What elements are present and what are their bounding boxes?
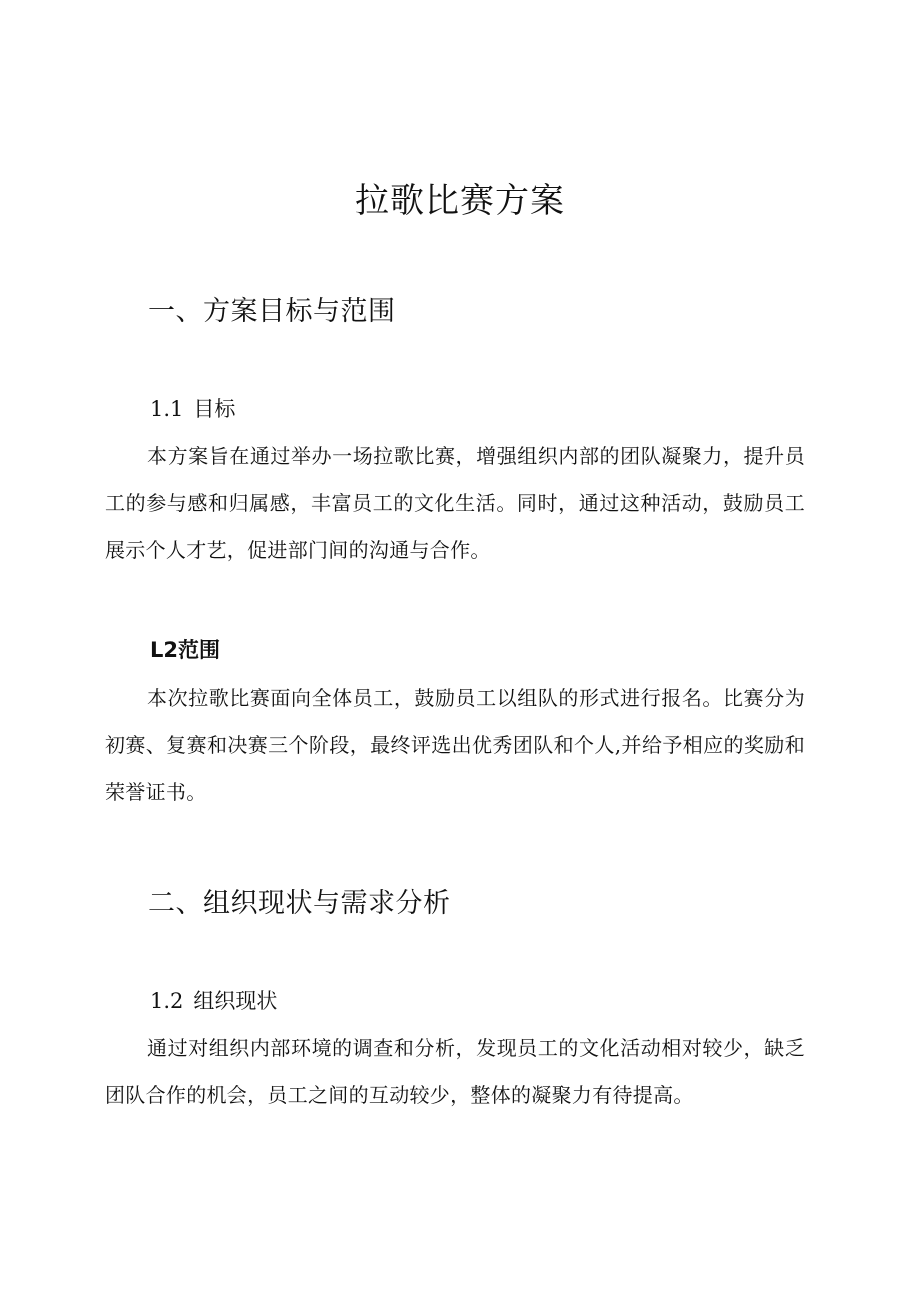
subsection-heading-goal xyxy=(150,394,235,424)
subsection-number: 1.1 xyxy=(150,397,184,421)
subsection-title: 组织现状 xyxy=(193,989,278,1013)
subsection-title: 目标 xyxy=(193,397,236,421)
paragraph-scope: 本次拉歌比赛面向全体员工，鼓励员工以组队的形式进行报名。比赛分为初赛、复赛和决赛三个阶段，最终评选出优秀团队和个人,并给予相应的奖励和荣誉证书。 xyxy=(105,686,805,804)
section-heading-status-needs: 二、组织现状与需求分析 xyxy=(148,888,451,919)
subsection-number: 1.2 xyxy=(150,989,184,1013)
section-heading-goals-scope: 一、方案目标与范围 xyxy=(148,296,396,327)
document-title: 拉歌比赛方案 xyxy=(355,181,565,221)
subsection-heading-scope: L2范围 xyxy=(150,638,220,662)
subsection-heading-status xyxy=(150,986,277,1016)
paragraph-status: 通过对组织内部环境的调查和分析，发现员工的文化活动相对较少，缺乏团队合作的机会，员工之间的互动较少，整体的凝聚力有待提高。 xyxy=(105,1036,805,1107)
paragraph-goal: 本方案旨在通过举办一场拉歌比赛，增强组织内部的团队凝聚力，提升员工的参与感和归属感，丰富员工的文化生活。同时，通过这种活动，鼓励员工展示个人才艺，促进部门间的沟通与合作。 xyxy=(105,444,805,562)
